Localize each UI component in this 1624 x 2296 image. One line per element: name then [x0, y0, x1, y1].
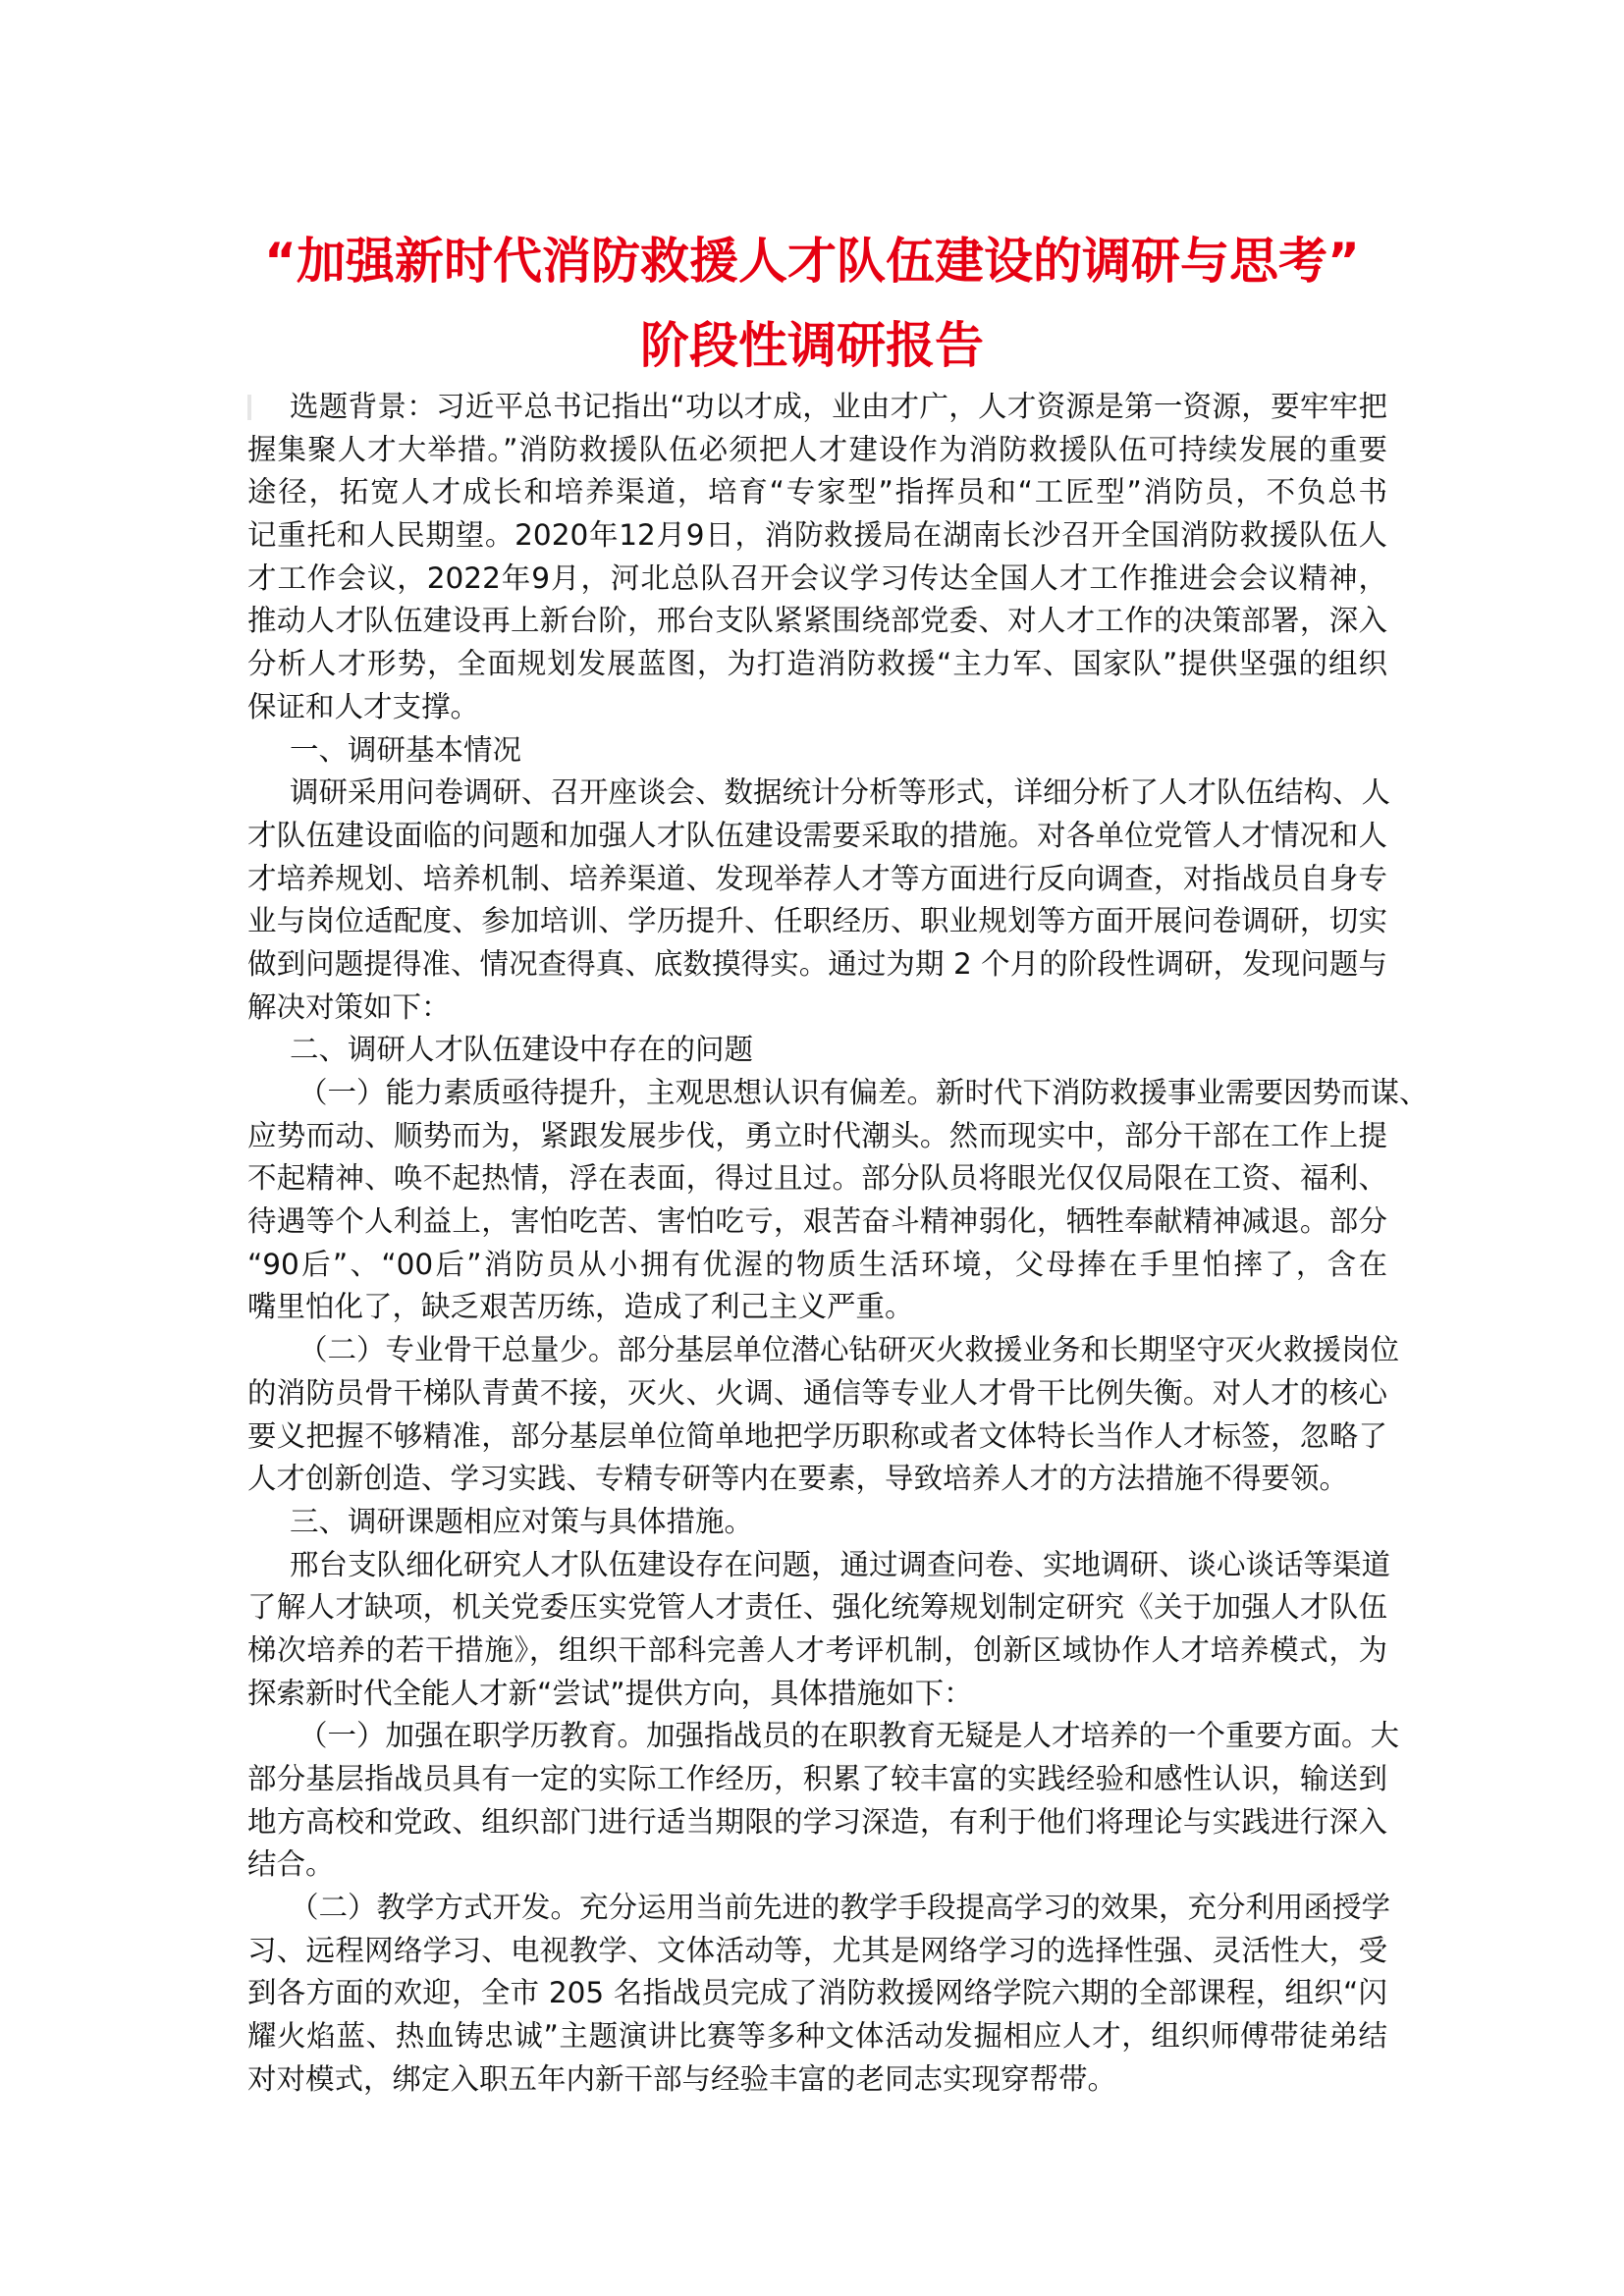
- paragraph-line: 才队伍建设面临的问题和加强人才队伍建设需要采取的措施。对各单位党管人才情况和人: [247, 818, 1387, 852]
- paragraph-line: 人才创新创造、学习实践、专精专研等内在要素，导致培养人才的方法措施不得要领。: [247, 1462, 1349, 1496]
- paragraph-line: 应势而动、顺势而为，紧跟发展步伐，勇立时代潮头。然而现实中，部分干部在工作上提: [247, 1118, 1387, 1152]
- paragraph-line: 不起精神、唤不起热情，浮在表面，得过且过。部分队员将眼光仅仅局限在工资、福利、: [247, 1161, 1387, 1196]
- paragraph-line: 到各方面的欢迎，全市 205 名指战员完成了消防救援网络学院六期的全部课程，组织“闪: [247, 1976, 1387, 2010]
- paragraph-line: 结合。: [247, 1847, 335, 1882]
- paragraph-line: （二）专业骨干总量少。部分基层单位潜心钻研灭火救援业务和长期坚守灭火救援岗位: [298, 1333, 1400, 1367]
- paragraph-line: 待遇等个人利益上，害怕吃苦、害怕吃亏，艰苦奋斗精神弱化，牺牲奉献精神减退。部分: [247, 1204, 1387, 1239]
- paragraph-line: 邢台支队细化研究人才队伍建设存在问题，通过调查问卷、实地调研、谈心谈话等渠道: [290, 1547, 1391, 1581]
- paragraph-line: 才工作会议，2022年9月，河北总队召开会议学习传达全国人才工作推进会会议精神，: [247, 561, 1387, 595]
- document-title-line-2: 阶段性调研报告: [640, 317, 984, 374]
- section-heading: 三、调研课题相应对策与具体措施。: [290, 1504, 754, 1538]
- paragraph-line: 调研采用问卷调研、召开座谈会、数据统计分析等形式，详细分析了人才队伍结构、人: [290, 775, 1391, 810]
- paragraph-line: 了解人才缺项，机关党委压实党管人才责任、强化统筹规划制定研究《关于加强人才队伍: [247, 1590, 1387, 1625]
- section-heading: 一、调研基本情况: [290, 732, 522, 767]
- paragraph-line: 习、远程网络学习、电视教学、文体活动等，尤其是网络学习的选择性强、灵活性大，受: [247, 1933, 1387, 1967]
- section-heading: 二、调研人才队伍建设中存在的问题: [290, 1033, 754, 1067]
- paragraph-line: 才培养规划、培养机制、培养渠道、发现举荐人才等方面进行反向调查，对指战员自身专: [247, 861, 1387, 895]
- paragraph-line: 做到问题提得准、情况查得真、底数摸得实。通过为期 2 个月的阶段性调研，发现问题与: [247, 946, 1387, 981]
- paragraph-line: （一）能力素质亟待提升，主观思想认识有偏差。新时代下消防救援事业需要因势而谋、: [298, 1076, 1429, 1109]
- paragraph-line: 保证和人才支撑。: [247, 689, 480, 723]
- paragraph-line: 地方高校和党政、组织部门进行适当期限的学习深造，有利于他们将理论与实践进行深入: [247, 1804, 1387, 1839]
- paragraph-line: 握集聚人才大举措。”消防救援队伍必须把人才建设作为消防救援队伍可持续发展的重要: [247, 432, 1387, 466]
- paragraph-line: 对对模式，绑定入职五年内新干部与经验丰富的老同志实现穿帮带。: [247, 2061, 1117, 2096]
- paragraph-line: （二）教学方式开发。充分运用当前先进的教学手段提高学习的效果，充分利用函授学: [290, 1891, 1391, 1925]
- paragraph-line: 分析人才形势，全面规划发展蓝图，为打造消防救援“主力军、国家队”提供坚强的组织: [247, 647, 1387, 681]
- paragraph-line: 推动人才队伍建设再上新台阶，邢台支队紧紧围绕部党委、对人才工作的决策部署，深入: [247, 604, 1387, 638]
- paragraph-line: （一）加强在职学历教育。加强指战员的在职教育无疑是人才培养的一个重要方面。大: [298, 1719, 1400, 1753]
- paragraph-line: “90后”、“00后”消防员从小拥有优渥的物质生活环境，父母捧在手里怕摔了，含在: [247, 1247, 1387, 1281]
- paragraph-line: 解决对策如下：: [247, 989, 451, 1024]
- paragraph-line: 耀火焰蓝、热血铸忠诚”主题演讲比赛等多种文体活动发掘相应人才，组织师傅带徒弟结: [247, 2019, 1387, 2054]
- paragraph-line: 选题背景：习近平总书记指出“功以才成，业由才广，人才资源是第一资源，要牢牢把: [290, 390, 1387, 423]
- paragraph-line: 记重托和人民期望。2020年12月9日，消防救援局在湖南长沙召开全国消防救援队伍人: [247, 518, 1387, 553]
- paragraph-line: 途径，拓宽人才成长和培养渠道，培育“专家型”指挥员和“工匠型”消防员，不负总书: [247, 475, 1387, 509]
- paragraph-line: 业与岗位适配度、参加培训、学历提升、任职经历、职业规划等方面开展问卷调研，切实: [247, 904, 1387, 938]
- paragraph-line: 探索新时代全能人才新“尝试”提供方向，具体措施如下：: [247, 1676, 973, 1710]
- paragraph-line: 梯次培养的若干措施》，组织干部科完善人才考评机制，创新区域协作人才培养模式，为: [247, 1632, 1387, 1667]
- paragraph-line: 嘴里怕化了，缺乏艰苦历练，造成了利己主义严重。: [247, 1290, 914, 1324]
- paragraph-line: 部分基层指战员具有一定的实际工作经历，积累了较丰富的实践经验和感性认识，输送到: [247, 1762, 1387, 1795]
- document-body: [247, 386, 1429, 2102]
- paragraph-line: 的消防员骨干梯队青黄不接，灭火、火调、通信等专业人才骨干比例失衡。对人才的核心: [247, 1375, 1387, 1410]
- document-title-line-1: “加强新时代消防救援人才队伍建设的调研与思考”: [264, 233, 1360, 290]
- paragraph-line: 要义把握不够精准，部分基层单位简单地把学历职称或者文体特长当作人才标签，忽略了: [247, 1418, 1387, 1453]
